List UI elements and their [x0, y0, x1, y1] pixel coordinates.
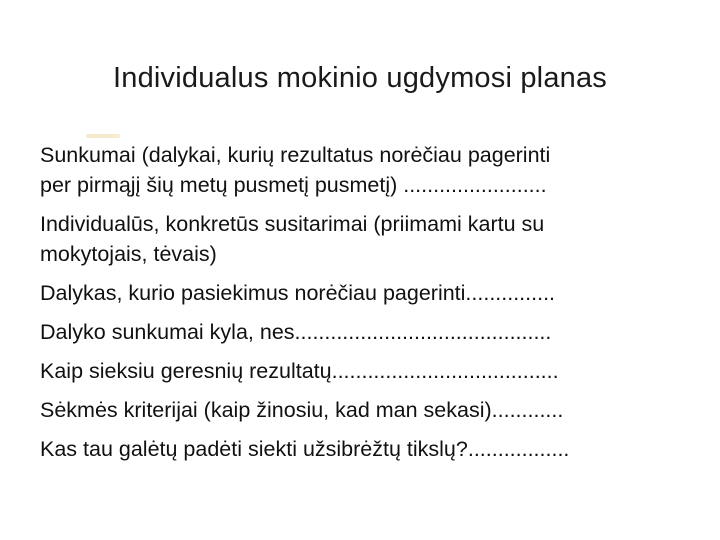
- decorative-mark: [86, 134, 120, 138]
- plan-item-text: Kaip sieksiu geresnių rezultatų......................................: [40, 359, 559, 383]
- plan-item: [40, 317, 700, 347]
- plan-item-text: mokytojais, tėvais): [40, 242, 217, 266]
- page-title: Individualus mokinio ugdymosi planas: [112, 62, 608, 94]
- plan-item-text: Kas tau galėtų padėti siekti užsibrėžtų tikslų?.................: [40, 437, 570, 461]
- plan-items: [40, 140, 700, 473]
- plan-item-text: Individualūs, konkretūs susitarimai (priimami kartu su: [40, 212, 545, 236]
- plan-item: [40, 209, 700, 269]
- plan-item-text: per pirmąjį šių metų pusmetį pusmetį) ........................: [40, 173, 547, 197]
- plan-item-text: Sunkumai (dalykai, kurių rezultatus norėčiau pagerinti: [40, 143, 551, 167]
- plan-item-text: Dalyko sunkumai kyla, nes...........................................: [40, 320, 552, 344]
- plan-item-text: Sėkmės kriterijai (kaip žinosiu, kad man sekasi)............: [40, 398, 564, 422]
- plan-item: [40, 356, 700, 386]
- plan-item: [40, 278, 700, 308]
- plan-item: [40, 434, 700, 464]
- plan-item-text: Dalykas, kurio pasiekimus norėčiau pagerinti...............: [40, 281, 556, 305]
- plan-item: [40, 140, 700, 200]
- plan-item: [40, 395, 700, 425]
